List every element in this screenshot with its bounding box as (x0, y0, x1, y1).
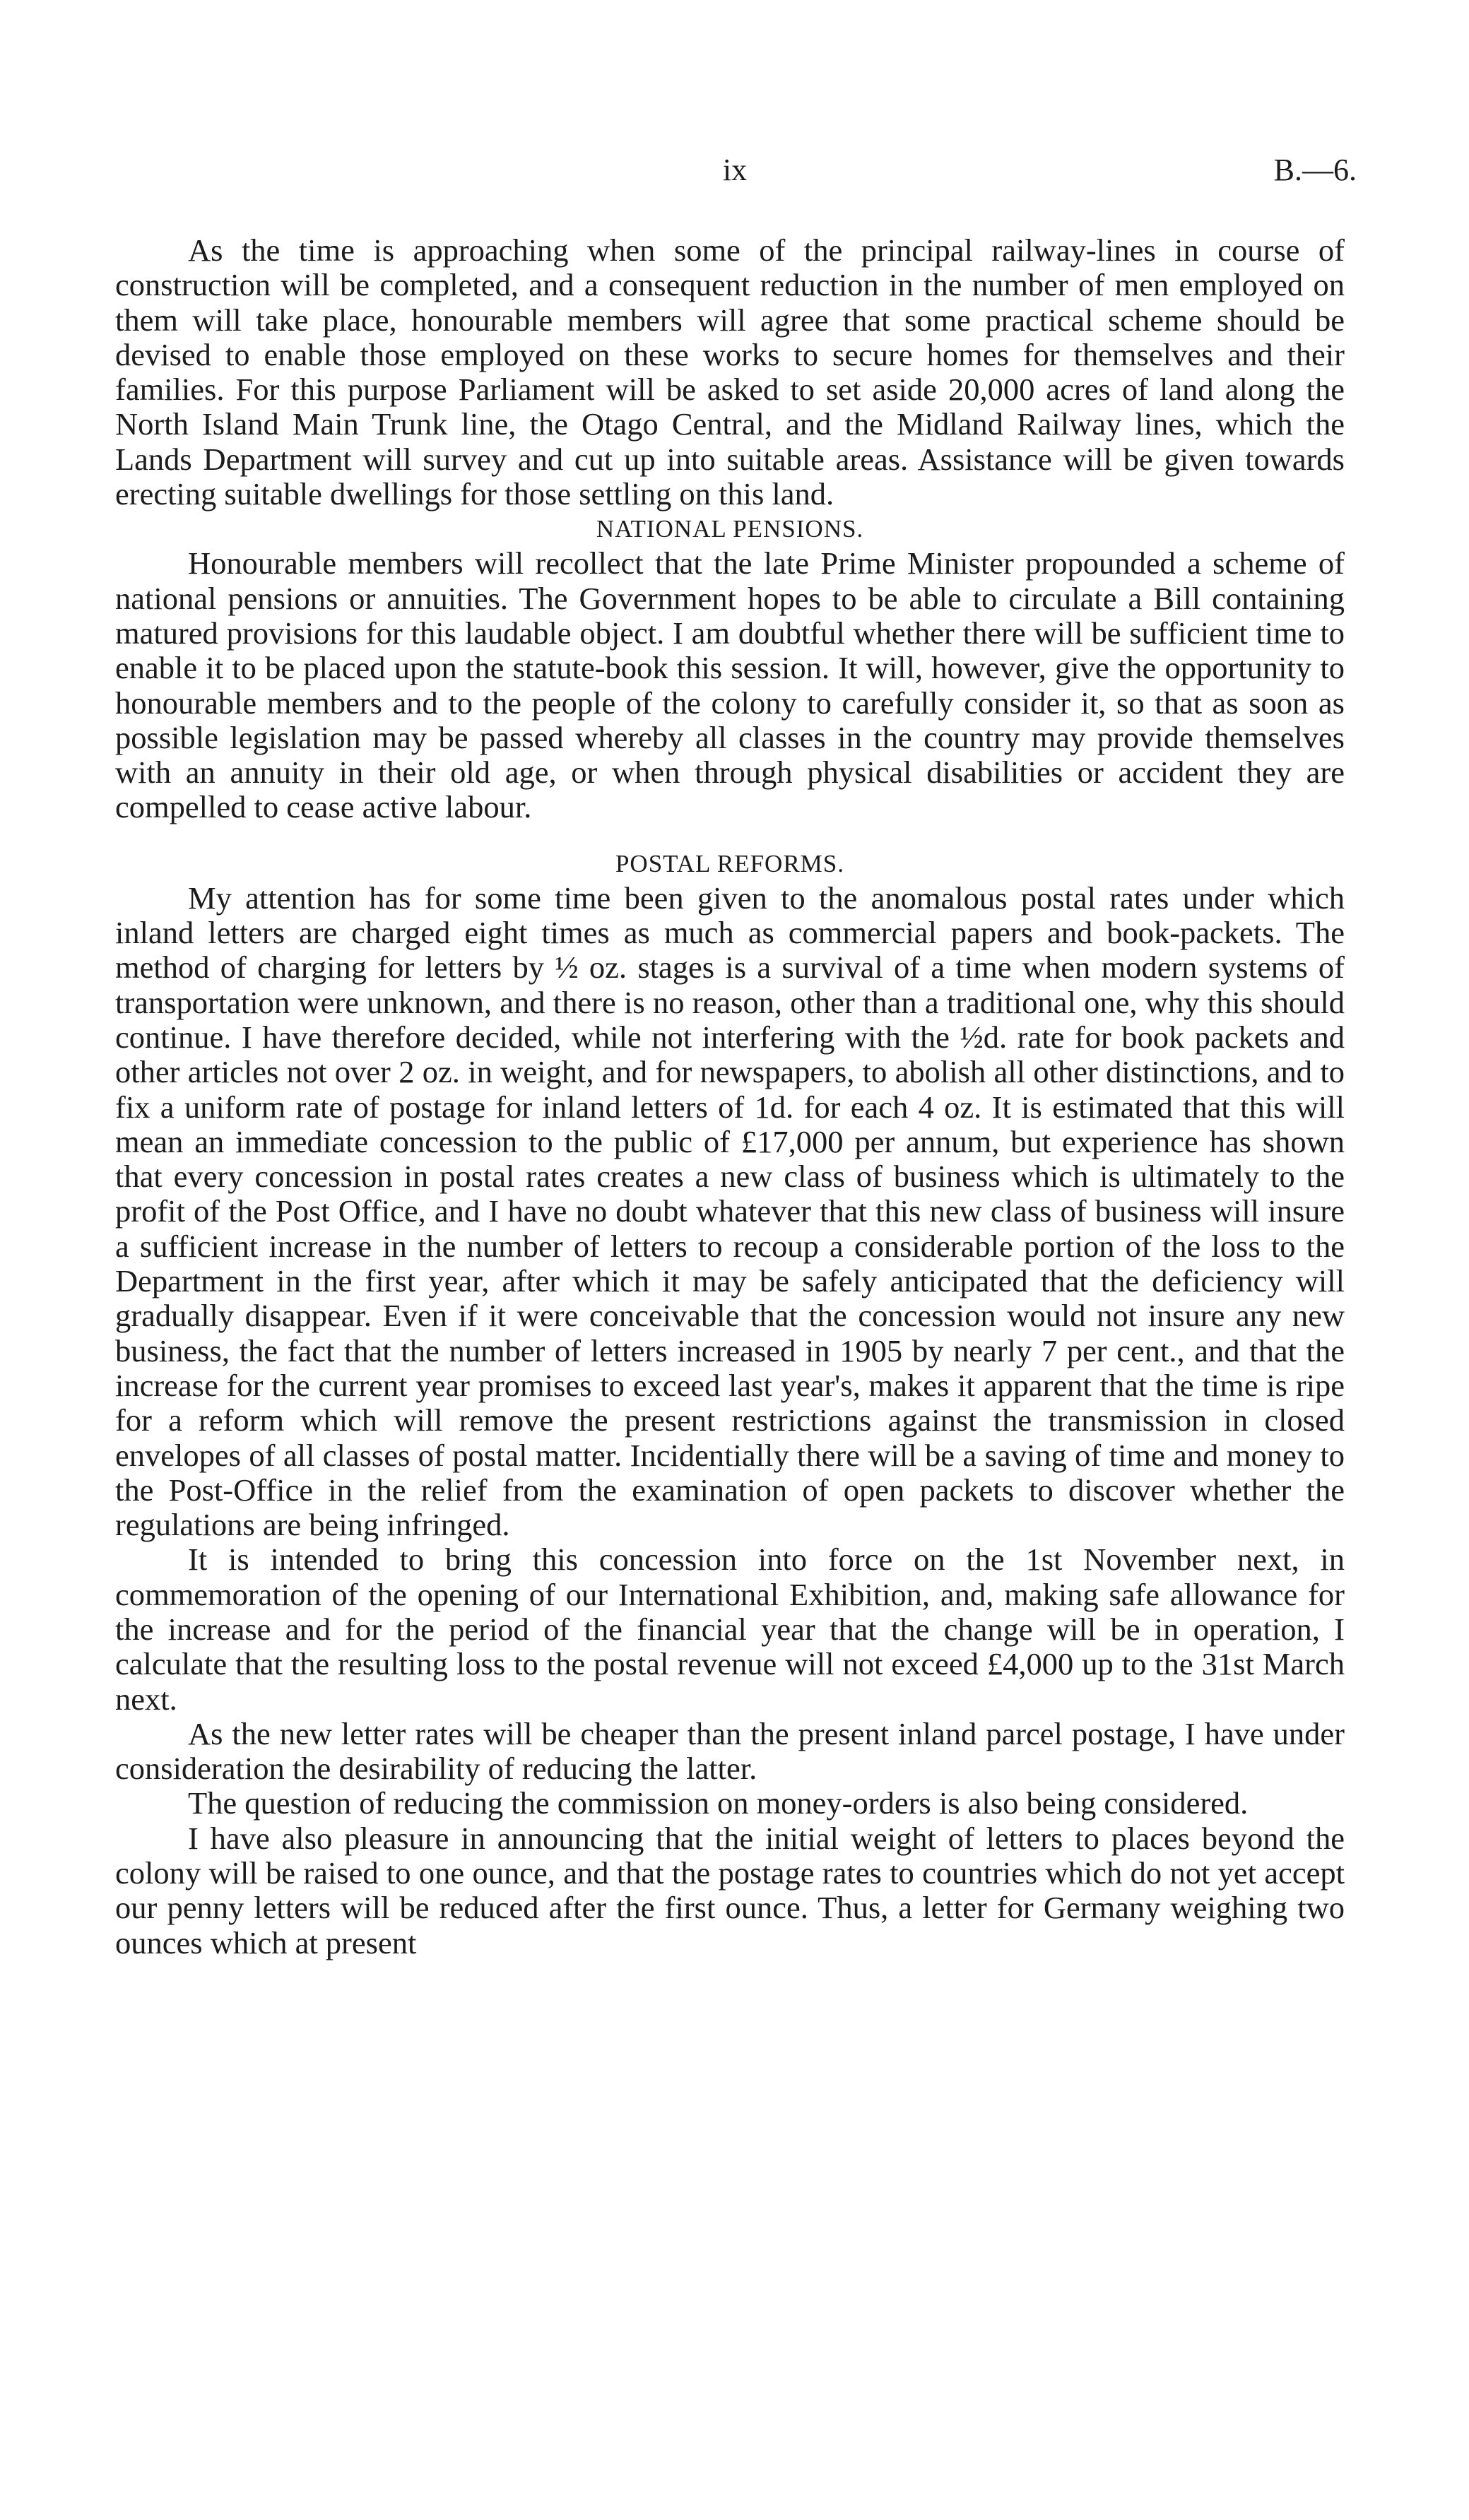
page-header (113, 152, 1357, 194)
paragraph-postal-1: My attention has for some time been given to the anomalous postal rates under which inland letters are charged eight times as much as commercial papers and book-packets. The method of charging for letters by ½ oz. stages is a survival of a time when modern systems of transportation were unknown, and there is no reason, other than a traditional one, why this should continue. I have therefore decided, while not interfering with the ½d. rate for book packets and other articles not over 2 oz. in weight, and for newspapers, to abolish all other distinctions, and to fix a uniform rate of postage for inland letters of 1d. for each 4 oz. It is estimated that this will mean an immediate concession to the public of £17,000 per annum, but experience has shown that every concession in postal rates creates a new class of business which is ultimately to the profit of the Post Office, and I have no doubt whatever that this new class of business will insure a sufficient increase in the number of letters to recoup a considerable portion of the loss to the Department in the first year, after which it may be safely anticipated that the deficiency will gradually disappear. Even if it were conceivable that the concession would not insure any new business, the fact that the number of letters increased in 1905 by nearly 7 per cent., and that the increase for the current year promises to exceed last year's, makes it apparent that the time is ripe for a reform which will remove the present restrictions against the transmission in closed envelopes of all classes of postal matter. Incidentially there will be a saving of time and money to the Post-Office in the relief from the examination of open packets to discover whether the regulations are being infringed. (115, 880, 1345, 1543)
paragraph-national-pensions: Honourable members will recollect that the late Prime Minister propounded a scheme of national pensions or annuities. The Government hopes to be able to circulate a Bill containing matured provisions for this laudable object. I am doubtful whether there will be sufficient time to enable it to be placed upon the statute-book this session. It will, however, give the opportunity to honourable members and to the people of the colony to carefully consider it, so that as soon as possible legislation may be passed whereby all classes in the country may provide themselves with an annuity in their old age, or when through physical disabilities or accident they are compelled to cease active labour. (115, 545, 1345, 825)
paragraph-railway-settlement: As the time is approaching when some of the principal railway-lines in course of construction will be completed, and a consequent reduction in the number of men employed on them will take place, honourable members will agree that some practical scheme should be devised to enable those employed on these works to secure homes for themselves and their families. For this purpose Parliament will be asked to set aside 20,000 acres of land along the North Island Main Trunk line, the Otago Central, and the Midland Railway lines, which the Lands Department will survey and cut up into suitable areas. Assistance will be given towards erecting suitable dwellings for those settling on this land. (115, 232, 1345, 512)
paragraph-postal-4: The question of reducing the commission on money-orders is also being considered. (188, 1785, 1249, 1821)
paragraph-postal-5: I have also pleasure in announcing that the initial weight of letters to places beyond the colony will be raised to one ounce, and that the postage rates to countries which do not yet accept our penny letters will be reduced after the first ounce. Thus, a letter for Germany weighing two ounces which at present (115, 1820, 1345, 1960)
paragraph-postal-2: It is intended to bring this concession into force on the 1st November next, in commemoration of the opening of our International Exhibition, and, making safe allowance for the increase and for the period of the financial year that the change will be in operation, I calculate that the resulting loss to the postal revenue will not exceed £4,000 up to the 31st March next. (115, 1542, 1345, 1717)
paragraph-postal-3: As the new letter rates will be cheaper than the present inland parcel postage, I have under consideration the desirability of reducing the latter. (115, 1715, 1345, 1787)
document-reference: B.—6. (1273, 153, 1357, 187)
section-heading-national-pensions: NATIONAL PENSIONS. (596, 515, 864, 543)
page-number: ix (722, 153, 748, 187)
section-heading-postal-reforms: POSTAL REFORMS. (615, 849, 845, 877)
document-body (115, 233, 1345, 1960)
